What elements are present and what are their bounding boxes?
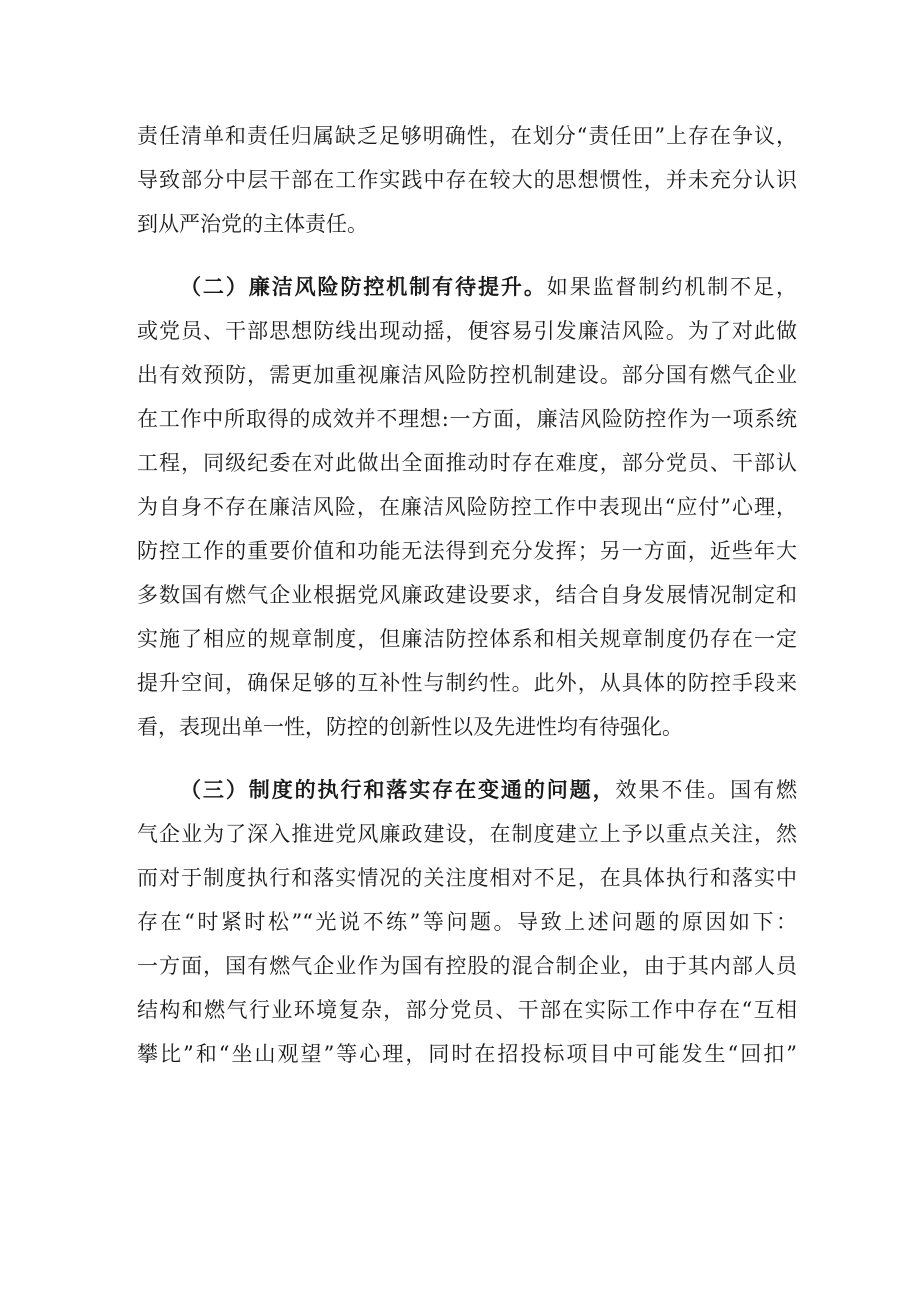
paragraph-first-line: [180, 770, 797, 810]
paragraph-text: 如果监督制约机制不足，: [546, 275, 798, 299]
paragraph-line: 责任清单和责任归属缺乏足够明确性，在划分“责任田”上存在争议，: [137, 124, 797, 148]
paragraph-first-line: [180, 267, 797, 307]
paragraph-line: 实施了相应的规章制度，但廉洁防控体系和相关规章制度仍存在一定: [137, 627, 797, 651]
paragraph-line: 工程，同级纪委在对此做出全面推动时存在难度，部分党员、干部认: [137, 451, 797, 475]
paragraph-line: 气企业为了深入推进党风廉政建设，在制度建立上予以重点关注，然: [137, 822, 797, 846]
paragraph-line: 而对于制度执行和落实情况的关注度相对不足，在具体执行和落实中: [137, 866, 797, 890]
section-heading-2: （二）廉洁风险防控机制有待提升。: [180, 274, 547, 299]
paragraph-line: 或党员、干部思想防线出现动摇，便容易引发廉洁风险。为了对此做: [137, 319, 797, 343]
paragraph-line: 攀比”和“坐山观望”等心理，同时在招投标项目中可能发生“回扣”: [137, 1042, 797, 1066]
paragraph-line: 在工作中所取得的成效并不理想:一方面，廉洁风险防控作为一项系统: [137, 407, 797, 431]
paragraph-line: 为自身不存在廉洁风险，在廉洁风险防控工作中表现出“应付”心理，: [137, 495, 797, 519]
section-heading-3: （三）制度的执行和落实存在变通的问题，: [180, 777, 616, 802]
paragraph-line: 一方面，国有燃气企业作为国有控股的混合制企业，由于其内部人员: [137, 954, 797, 978]
paragraph-line: 存在“时紧时松”“光说不练”等问题。导致上述问题的原因如下：: [137, 910, 797, 934]
paragraph-text: 效果不佳。国有燃: [615, 778, 798, 802]
paragraph-line: 多数国有燃气企业根据党风廉政建设要求，结合自身发展情况制定和: [137, 583, 797, 607]
paragraph-line: 出有效预防，需更加重视廉洁风险防控机制建设。部分国有燃气企业: [137, 363, 797, 387]
paragraph-line: 防控工作的重要价值和功能无法得到充分发挥；另一方面，近些年大: [137, 539, 797, 563]
paragraph-line: 提升空间，确保足够的互补性与制约性。此外，从具体的防控手段来: [137, 671, 797, 695]
paragraph-line: 看，表现出单一性，防控的创新性以及先进性均有待强化。: [137, 715, 683, 739]
paragraph-line: 导致部分中层干部在工作实践中存在较大的思想惯性，并未充分认识: [137, 168, 797, 192]
paragraph-line: 结构和燃气行业环境复杂，部分党员、干部在实际工作中存在“互相: [137, 998, 797, 1022]
paragraph-line: 到从严治党的主体责任。: [137, 212, 368, 236]
